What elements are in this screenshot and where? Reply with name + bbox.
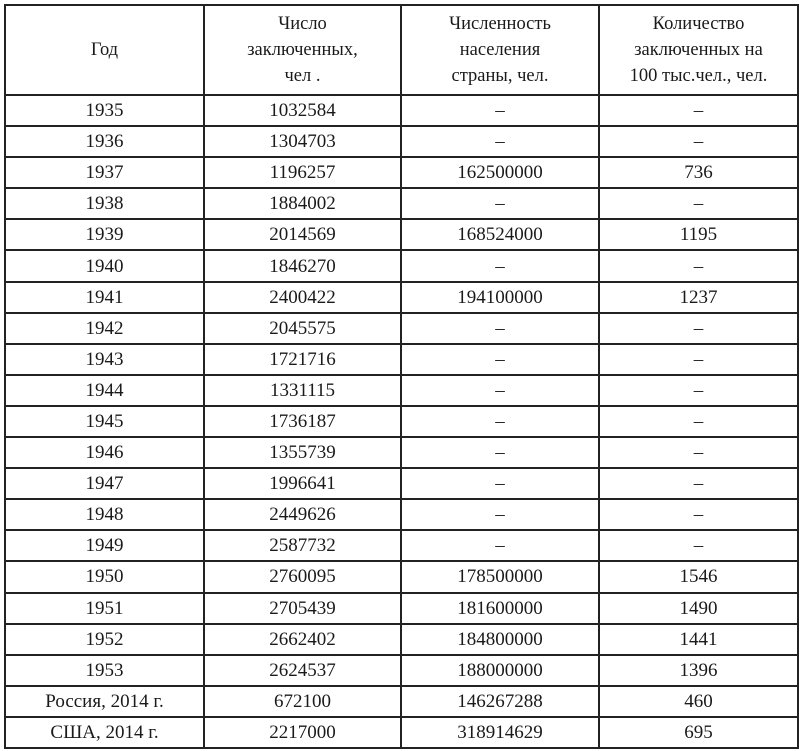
table-row [5,126,798,157]
cell-prisoners: 2045575 [204,313,401,344]
cell-population: 181600000 [401,593,599,624]
cell-per-100k: – [599,499,798,530]
cell-year: 1951 [5,593,204,624]
cell-population: 318914629 [401,717,599,748]
table-row [5,219,798,250]
table-row [5,468,798,499]
cell-population: – [401,406,599,437]
cell-year: 1941 [5,282,204,313]
cell-prisoners: 1331115 [204,375,401,406]
header-row [5,5,798,95]
cell-prisoners: 2624537 [204,655,401,686]
cell-population: – [401,126,599,157]
header-line: 100 тыс.чел., чел. [629,66,768,86]
cell-year: 1942 [5,313,204,344]
cell-per-100k: 460 [599,686,798,717]
cell-population: – [401,530,599,561]
cell-year: Россия, 2014 г. [5,686,204,717]
cell-population: – [401,437,599,468]
cell-prisoners: 2014569 [204,219,401,250]
cell-prisoners: 1304703 [204,126,401,157]
cell-population: 178500000 [401,561,599,592]
cell-per-100k: 1546 [599,561,798,592]
cell-year: 1953 [5,655,204,686]
header-line: заключенных на [634,40,763,60]
cell-population: – [401,95,599,126]
cell-per-100k: – [599,468,798,499]
table-row [5,624,798,655]
cell-year: 1938 [5,188,204,219]
cell-year: 1944 [5,375,204,406]
cell-prisoners: 1196257 [204,157,401,188]
cell-population: 162500000 [401,157,599,188]
cell-population: – [401,499,599,530]
cell-year: 1949 [5,530,204,561]
cell-year: 1948 [5,499,204,530]
cell-per-100k: 736 [599,157,798,188]
cell-prisoners: 2400422 [204,282,401,313]
cell-population: 188000000 [401,655,599,686]
cell-prisoners: 2587732 [204,530,401,561]
table-row [5,188,798,219]
cell-year: 1952 [5,624,204,655]
table-row [5,344,798,375]
cell-year: США, 2014 г. [5,717,204,748]
cell-population: 168524000 [401,219,599,250]
table-row [5,561,798,592]
cell-prisoners: 1355739 [204,437,401,468]
cell-per-100k: – [599,530,798,561]
header-per-100k [599,5,798,95]
header-line: Число [278,14,327,34]
table-row [5,655,798,686]
cell-prisoners: 1884002 [204,188,401,219]
cell-per-100k: – [599,250,798,281]
cell-year: 1936 [5,126,204,157]
cell-prisoners: 2217000 [204,717,401,748]
cell-population: – [401,188,599,219]
table-row [5,686,798,717]
header-line: чел . [284,66,321,86]
table-row [5,530,798,561]
cell-per-100k: 1490 [599,593,798,624]
cell-prisoners: 2662402 [204,624,401,655]
table-row [5,437,798,468]
cell-year: 1937 [5,157,204,188]
header-line: Численность [449,14,551,34]
header-line: страны, чел. [451,66,549,86]
table-row [5,593,798,624]
table-row [5,406,798,437]
cell-year: 1935 [5,95,204,126]
cell-per-100k: 695 [599,717,798,748]
cell-population: – [401,313,599,344]
cell-prisoners: 1032584 [204,95,401,126]
cell-prisoners: 2449626 [204,499,401,530]
header-line: заключенных, [247,40,358,60]
cell-per-100k: – [599,406,798,437]
cell-per-100k: – [599,95,798,126]
cell-year: 1946 [5,437,204,468]
header-line: Количество [652,14,745,34]
header-population [401,5,599,95]
table-row [5,375,798,406]
cell-per-100k: 1396 [599,655,798,686]
cell-population: – [401,250,599,281]
cell-per-100k: – [599,344,798,375]
cell-per-100k: – [599,437,798,468]
cell-per-100k: – [599,126,798,157]
cell-year: 1940 [5,250,204,281]
table-row [5,313,798,344]
cell-per-100k: 1195 [599,219,798,250]
cell-per-100k: 1237 [599,282,798,313]
table-row [5,717,798,748]
cell-year: 1945 [5,406,204,437]
cell-year: 1947 [5,468,204,499]
cell-population: 184800000 [401,624,599,655]
table-row [5,95,798,126]
cell-year: 1943 [5,344,204,375]
prisoners-table [4,4,799,749]
cell-per-100k: 1441 [599,624,798,655]
cell-year: 1939 [5,219,204,250]
header-year [5,5,204,95]
header-line: населения [459,40,541,60]
header-line: Год [90,40,119,60]
cell-population: – [401,468,599,499]
cell-population: – [401,375,599,406]
cell-prisoners: 1721716 [204,344,401,375]
header-prisoners [204,5,401,95]
cell-population: 194100000 [401,282,599,313]
cell-per-100k: – [599,375,798,406]
cell-per-100k: – [599,313,798,344]
cell-prisoners: 1846270 [204,250,401,281]
table-row [5,499,798,530]
cell-prisoners: 2760095 [204,561,401,592]
cell-prisoners: 2705439 [204,593,401,624]
cell-population: 146267288 [401,686,599,717]
table-row [5,157,798,188]
cell-prisoners: 672100 [204,686,401,717]
cell-prisoners: 1996641 [204,468,401,499]
cell-year: 1950 [5,561,204,592]
cell-population: – [401,344,599,375]
table-row [5,282,798,313]
cell-prisoners: 1736187 [204,406,401,437]
cell-per-100k: – [599,188,798,219]
table-row [5,250,798,281]
